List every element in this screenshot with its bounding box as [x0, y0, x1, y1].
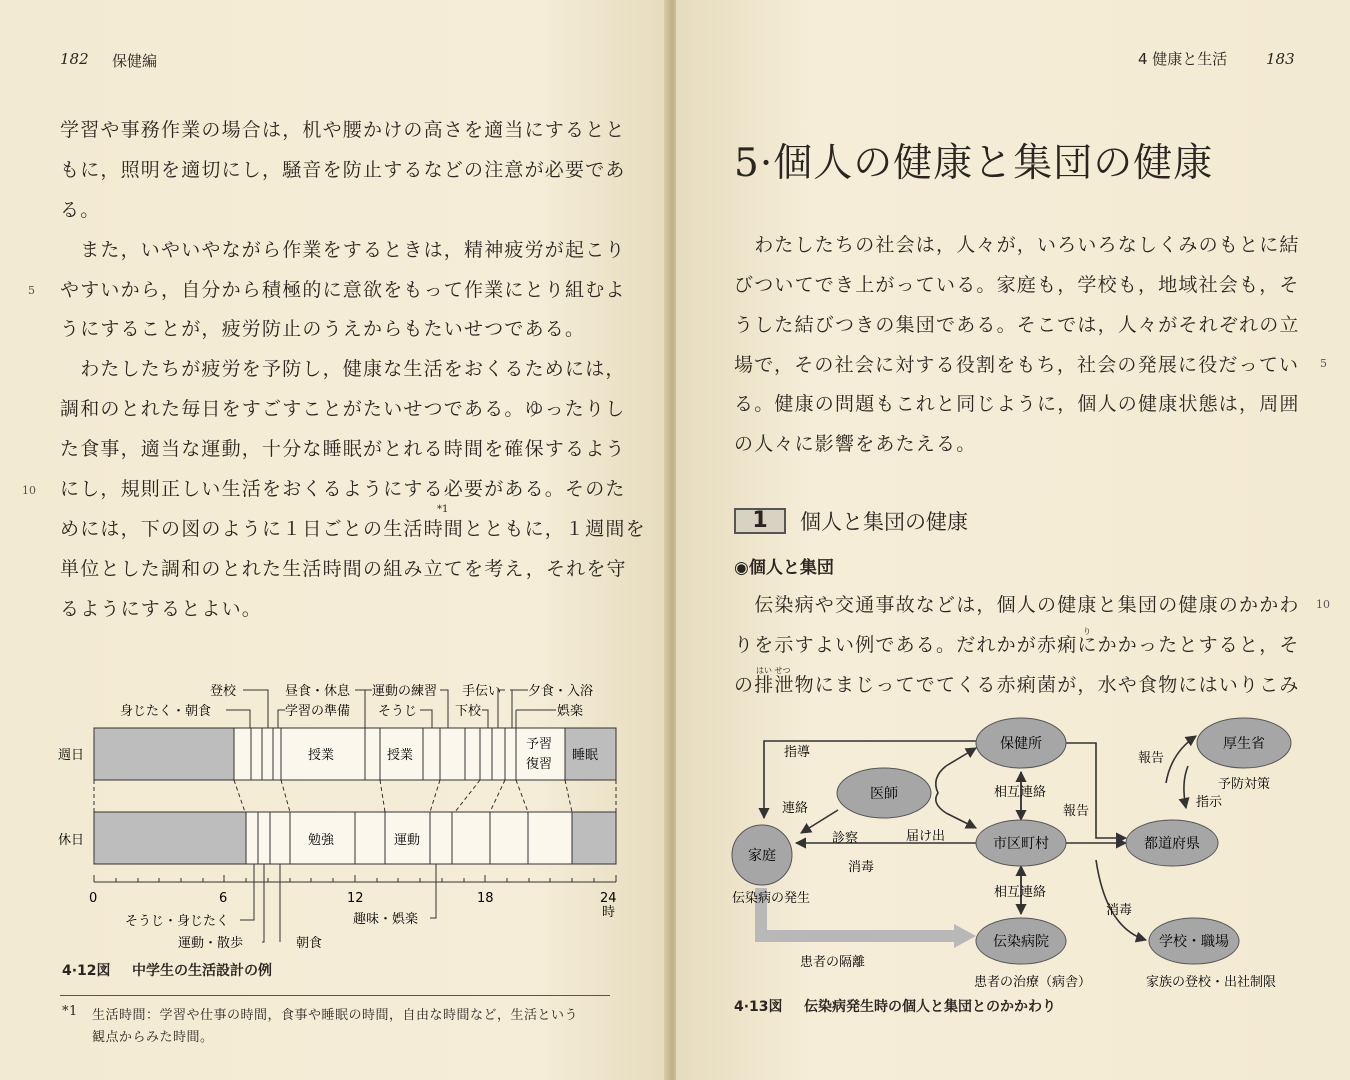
text-line: 場で，その社会に対する役割をもち，社会の発展に役だってい: [734, 354, 1300, 376]
holiday-bar: [246, 812, 616, 864]
ruby-haisetsu: はい せつ: [756, 666, 791, 675]
node-ishi-label: 医師: [870, 786, 898, 802]
footnote-rule: [60, 995, 610, 996]
footnote-text-1: 生活時間：学習や仕事の時間，食事や睡眠の時間，自由な時間など，生活という: [92, 1008, 579, 1023]
bottom-leader-lines: [240, 864, 436, 942]
label-chiryo: 患者の治療（病舎）: [974, 975, 1092, 990]
tick-12: 12: [347, 891, 364, 906]
page-number-left: 182: [60, 50, 89, 68]
tick-18: 18: [477, 891, 494, 906]
footnote-text-2: 観点からみた時間。: [92, 1030, 214, 1045]
text-line: の人々に影響をあたえる。: [734, 433, 977, 455]
text-line: もに，照明を適切にし，騒音を防止するなどの注意が必要であ: [60, 159, 626, 181]
disease-response-diagram: [676, 708, 1346, 998]
label-undo-renshu: 運動の練習: [372, 684, 438, 699]
right-page: [676, 0, 1350, 1080]
text-line: びついてでき上がっている。家庭も，学校も，地域社会も，そ: [734, 274, 1300, 296]
edge-shinsatsu: 診察: [832, 831, 859, 846]
text-line: る。健康の問題もこれと同じように，個人の健康状態は，周囲: [734, 393, 1300, 415]
block-fukushu: 復習: [526, 757, 553, 772]
label-toko: 登校: [210, 684, 237, 699]
block-jugyo-1: 授業: [308, 748, 335, 763]
node-koseisho-label: 厚生省: [1223, 736, 1265, 752]
label-geko: 下校: [455, 704, 482, 719]
edge-yobo: 予防対策: [1218, 777, 1271, 792]
tick-24: 24: [600, 891, 617, 906]
line-number: 5: [1320, 357, 1327, 370]
row-connectors: [94, 780, 616, 812]
label-chushoku: 昼食・休息: [285, 684, 351, 699]
edge-todokede: 届け出: [906, 829, 946, 844]
block-benkyo: 勉強: [308, 833, 335, 848]
edge-hokoku-1: 報告: [1063, 804, 1090, 819]
node-shikuchoson-label: 市区町村: [993, 836, 1049, 852]
text-line: にし，規則正しい生活をおくるようにする必要がある。そのた: [60, 478, 626, 500]
label-mijitaku: 身じたく・朝食: [120, 704, 212, 719]
line-number: 10: [1316, 598, 1330, 611]
text-line: るようにするとよい。: [60, 598, 263, 620]
label-shumi-goraku: 趣味・娯楽: [353, 912, 419, 927]
figure-caption-left: 中学生の生活設計の例: [132, 963, 272, 979]
left-page: [0, 0, 668, 1080]
block-yoshu: 予習: [526, 737, 553, 752]
label-hassei: 伝染病の発生: [732, 891, 811, 906]
label-seigen: 家族の登校・出社制限: [1146, 975, 1277, 990]
node-todofuken-label: 都道府県: [1144, 836, 1200, 852]
label-choshoku: 朝食: [296, 936, 323, 951]
text-line: の排泄物にまじってでてくる赤痢菌が，水や食物にはいりこみ: [734, 674, 1300, 696]
chapter-title: 5·個人の健康と集団の健康: [734, 141, 1214, 186]
running-header-left: 保健編: [112, 52, 158, 70]
holiday-sleep-am: [94, 812, 246, 864]
edge-hokoku-2: 報告: [1138, 751, 1165, 766]
subheading: ◉個人と集団: [734, 558, 834, 578]
weekday-sleep-am: [94, 728, 234, 780]
node-katei-label: 家庭: [748, 848, 776, 864]
block-jugyo-2: 授業: [387, 748, 414, 763]
label-undo-sanpo: 運動・散歩: [178, 936, 244, 951]
text-line: る。: [60, 199, 101, 221]
edge-shiji: 指示: [1196, 795, 1223, 810]
node-densen-byoin-label: 伝染病院: [993, 934, 1049, 950]
text-line: わたしたちの社会は，人々が，いろいろなしくみのもとに結: [734, 234, 1300, 256]
text-line: うした結びつきの集団である。そこでは，人々がそれぞれの立: [734, 314, 1300, 336]
label-goraku: 娯楽: [557, 704, 584, 719]
footnote-marker: *1: [437, 504, 449, 515]
text-line: 調和のとれた毎日をすごすことがたいせつである。ゆったりし: [60, 398, 626, 420]
block-undo: 運動: [394, 833, 421, 848]
text-line: た食事，適当な運動，十分な睡眠がとれる時間を確保するよう: [60, 438, 626, 460]
figure-caption-right: 伝染病発生時の個人と集団とのかかわり: [804, 999, 1056, 1015]
edge-shodoku-2: 消毒: [1106, 903, 1133, 918]
node-gakko-label: 学校・職場: [1159, 934, 1229, 950]
text-line: また，いやいやながら作業をするときは，精神疲労が起こり: [60, 239, 626, 261]
axis-unit: 時: [602, 905, 616, 920]
tick-0: 0: [89, 891, 98, 906]
node-hokenjo-label: 保健所: [1000, 736, 1042, 752]
figure-caption-number-left: 4·12図: [62, 963, 111, 979]
label-soji-mijitaku: そうじ・身じたく: [125, 914, 230, 929]
ruby-ri: り: [1083, 627, 1091, 636]
life-schedule-figure: [0, 670, 660, 990]
label-soji: そうじ: [378, 704, 418, 719]
text-line: うにすることが，疲労防止のうえからもたいせつである。: [60, 318, 586, 340]
tick-6: 6: [219, 891, 228, 906]
edge-sogo-renraku-1: 相互連絡: [994, 785, 1047, 800]
block-suimin: 睡眠: [572, 748, 599, 763]
text-line: りを示すよい例である。だれかが赤痢にかかったとすると，そ: [734, 634, 1300, 656]
row-weekday-label: 週日: [58, 748, 85, 763]
edge-sogo-renraku-2: 相互連絡: [994, 885, 1047, 900]
edge-shodoku-1: 消毒: [848, 860, 875, 875]
label-yushoku: 夕食・入浴: [528, 684, 594, 699]
time-axis: [94, 875, 616, 882]
edge-shido: 指導: [784, 745, 811, 760]
isolation-arrowhead: [954, 924, 976, 948]
section-title: 個人と集団の健康: [800, 510, 968, 534]
line-number: 5: [28, 284, 35, 297]
page-number-right: 183: [1266, 50, 1295, 68]
text-line: やすいから，自分から積極的に意欲をもって作業にとり組むよ: [60, 279, 626, 301]
line-number: 10: [22, 484, 36, 497]
edge-renraku: 連絡: [782, 801, 809, 816]
figure-caption-number-right: 4·13図: [734, 999, 783, 1015]
text-line: 伝染病や交通事故などは，個人の健康と集団の健康のかかわ: [734, 594, 1300, 616]
text-line: めには，下の図のように１日ごとの生活時間とともに，１週間を: [60, 518, 646, 540]
label-kakuri: 患者の隔離: [800, 955, 866, 970]
holiday-sleep-pm: [572, 812, 616, 864]
weekday-bar: [234, 728, 616, 780]
text-line: 学習や事務作業の場合は，机や腰かけの高さを適当にするとと: [60, 119, 626, 141]
running-header-right: 4 健康と生活: [1138, 50, 1228, 68]
row-holiday-label: 休日: [58, 833, 85, 848]
text-line: わたしたちが疲労を予防し，健康な生活をおくるためには，: [60, 358, 626, 380]
section-number-box: 1: [734, 508, 786, 534]
label-tetsudai: 手伝い: [462, 684, 502, 699]
label-gakushu-junbi: 学習の準備: [285, 704, 351, 719]
text-line: 単位とした調和のとれた生活時間の組み立てを考え，それを守: [60, 558, 627, 580]
footnote-label: *1: [62, 1004, 78, 1019]
